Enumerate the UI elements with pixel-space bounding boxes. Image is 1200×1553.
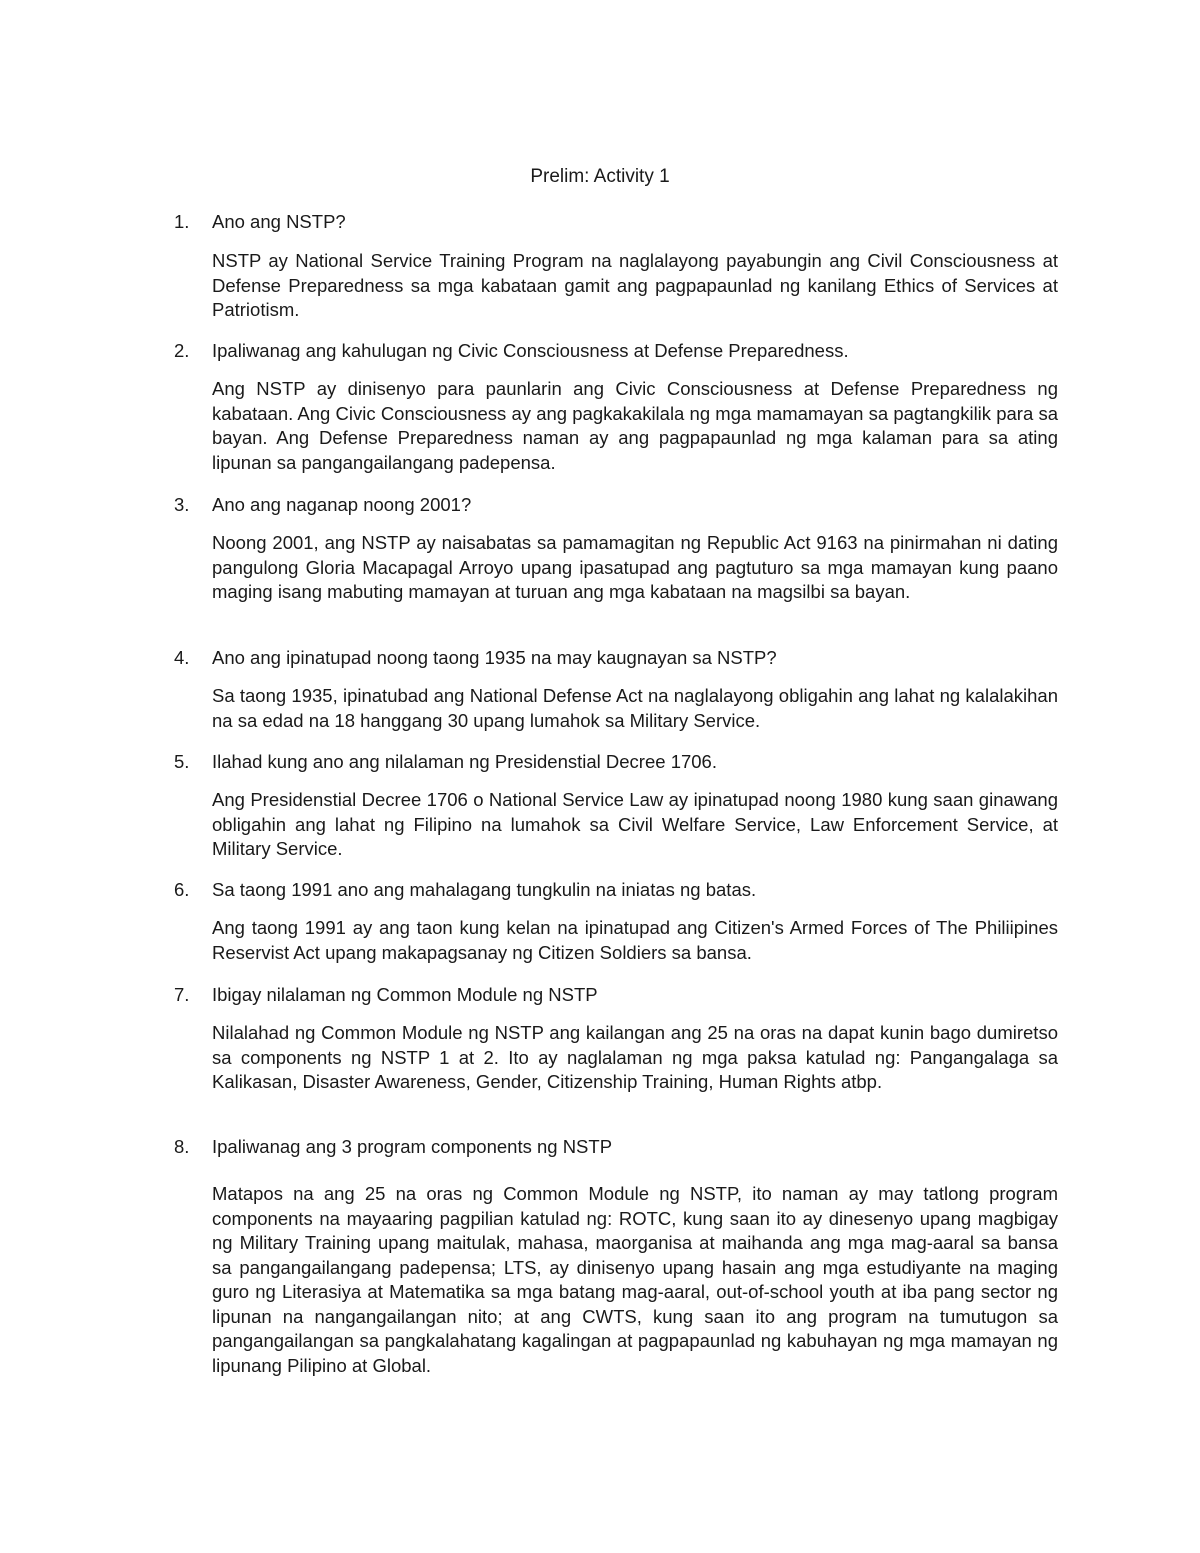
item-answer: Ang Presidenstial Decree 1706 o National Service Law ay ipinatupad noong 1980 kung saan ginawang obligahin ang lahat ng Filipino na lumahok sa Civil Welfare Service, Law Enforcement Service, at Military Service.: [212, 789, 1058, 859]
item-question: Ipaliwanag ang kahulugan ng Civic Consciousness at Defense Preparedness.: [212, 340, 849, 361]
item-question: Ano ang naganap noong 2001?: [212, 494, 472, 515]
item-question: Sa taong 1991 ano ang mahalagang tungkulin na iniatas ng batas.: [212, 879, 757, 900]
item-number: 3.: [174, 494, 190, 515]
item-answer: Sa taong 1935, ipinatubad ang National Defense Act na naglalayong obligahin ang lahat ng kalalakihan na sa edad na 18 hanggang 30 upang lumahok sa Military Service.: [212, 685, 1058, 731]
item-question: Ipaliwanag ang 3 program components ng NSTP: [212, 1136, 613, 1157]
item-answer: Ang taong 1991 ay ang taon kung kelan na ipinatupad ang Citizen's Armed Forces of The Philiipines Reservist Act upang makapagsanay ng Citizen Soldiers sa bansa.: [212, 917, 1058, 963]
item-answer: Matapos na ang 25 na oras ng Common Module ng NSTP, ito naman ay may tatlong program components na mayaaring pagpilian katulad ng: ROTC, kung saan ito ay dinesenyo upang magbigay ng Military Training upang maitulak, mahasa, maorganisa at maihanda ang mga mag-aaral sa bansa sa pangangailangang padepensa; LTS, ay dinisenyo upang hasain ang mga estudiyante na maging guro ng Literasiya at Matematika sa mga batang mag-aaral, out-of-school youth at iba pang sector ng lipunan na nangangailangan nito; at ang CWTS, kung saan ito ang program na tumutugon sa pangangailangan sa pangkalahatang kagalingan at pagpapaunlad ng kabuhayan ng mga mamayan ng lipunang Pilipino at Global.: [212, 1183, 1058, 1376]
item-answer: Ang NSTP ay dinisenyo para paunlarin ang Civic Consciousness at Defense Preparedness ng kabataan. Ang Civic Consciousness ay ang pagkakakilala ng mga mamamayan sa pagtangkilik para sa bayan. Ang Defense Preparedness naman ay ang pagpapaunlad ng mga kalaman para sa ating lipunan sa pangangailangang padepensa.: [212, 378, 1058, 473]
item-number: 8.: [174, 1136, 190, 1157]
item-number: 4.: [174, 647, 190, 668]
item-number: 7.: [174, 984, 190, 1005]
item-number: 2.: [174, 340, 190, 361]
item-number: 1.: [174, 211, 190, 232]
item-answer: NSTP ay National Service Training Program na naglalayong payabungin ang Civil Consciousness at Defense Preparedness sa mga kabataan gamit ang pagpapaunlad ng kanilang Ethics of Services at Patriotism.: [212, 250, 1058, 320]
item-answer: Nilalahad ng Common Module ng NSTP ang kailangan ang 25 na oras na dapat kunin bago dumiretso sa components ng NSTP 1 at 2. Ito ay naglalaman ng mga paksa katulad ng: Pangangalaga sa Kalikasan, Disaster Awareness, Gender, Citizenship Training, Human Rights atbp.: [212, 1022, 1058, 1092]
document-title: Prelim: Activity 1: [530, 166, 670, 187]
item-question: Ano ang NSTP?: [212, 211, 346, 232]
item-number: 6.: [174, 879, 190, 900]
item-answer: Noong 2001, ang NSTP ay naisabatas sa pamamagitan ng Republic Act 9163 na pinirmahan ni dating pangulong Gloria Macapagal Arroyo upang ipasatupad ang pagtuturo sa mga mamayan kung paano maging isang mabuting mamayan at turuan ang mga kabataan na magsilbi sa bayan.: [212, 532, 1058, 602]
item-question: Ilahad kung ano ang nilalaman ng Presidenstial Decree 1706.: [212, 751, 717, 772]
item-question: Ibigay nilalaman ng Common Module ng NSTP: [212, 984, 598, 1005]
item-question: Ano ang ipinatupad noong taong 1935 na may kaugnayan sa NSTP?: [212, 647, 777, 668]
item-number: 5.: [174, 751, 190, 772]
